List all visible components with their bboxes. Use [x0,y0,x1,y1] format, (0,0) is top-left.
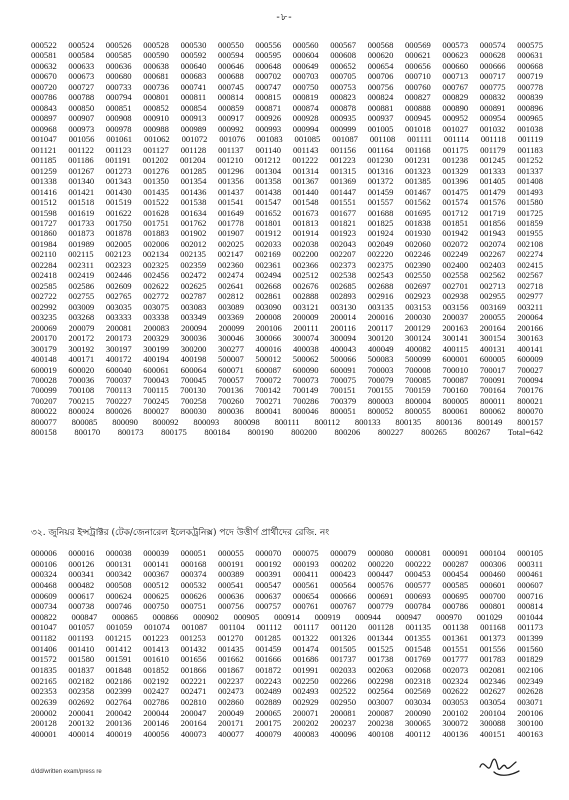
list1-row: 200170 200172 200173 200329 300036 300046 300066 300074 300094 300120 300124 300141 300154 300163 [31,333,543,344]
list1-row: 000968 000973 000978 000988 000989 000992 000993 000994 000999 001005 001018 001027 001032 001038 [31,123,543,134]
list1-row: 000632 000633 000636 000638 000640 000646 000648 000649 000652 000654 000656 000660 000666 000668 [31,60,543,71]
registration-list-2 [31,548,543,740]
list1-row: 001416 001421 001430 001435 001436 001437 001438 001440 001447 001459 001467 001475 001479 001493 [31,186,543,197]
list2-row: 400001 400014 400019 400056 400073 400077 400079 400083 400096 400108 400112 400136 400151 400163 [31,728,543,739]
list1-row: 001338 001340 001343 001350 001354 001356 001358 001367 001369 001372 001385 001396 001405 001408 [31,176,543,187]
list1-row: 002418 002419 002446 002456 002472 002474 002494 002512 002538 002543 002550 002558 002562 002567 [31,270,543,281]
list2-row: 001047 001057 001059 001074 001087 001104 001112 001117 001120 001128 001135 001138 001168 001173 [31,622,543,633]
list1-row: 000786 000788 000794 000801 000811 000814 000815 000819 000823 000824 000827 000829 000832 000839 [31,92,543,103]
list1-row: 002992 003009 003035 003075 003083 003089 003090 003121 003130 003135 003153 003156 003169 003211 [31,301,543,312]
list1-row: 800077 800085 800090 800092 800093 800098 800111 800112 800133 800135 800136 800149 800157 [31,416,543,427]
list2-row: 001406 001410 001412 001413 001432 001435 001459 001474 001505 001525 001548 001551 001556 001560 [31,643,543,654]
list2-row: 000734 000738 000746 000750 000751 000756 000757 000761 000767 000779 000784 000786 000801 000814 [31,601,543,612]
list1-row: 800158 800170 800173 800175 800184 800190 800200 800206 800227 800265 800267 Total=642 [31,427,543,438]
list1-row: 000670 000673 000680 000681 000683 000688 000702 000703 000705 000706 000710 000713 000717 000719 [31,71,543,82]
list2-row: 000822 000847 000865 000866 000902 000905 000914 000919 000944 000947 000970 001029 001044 [31,611,543,622]
list1-row: 002110 002115 002123 002134 002135 002147 002169 002200 002207 002220 002246 002249 002267 002274 [31,249,543,260]
list1-row: 700028 700036 700037 700043 700045 700057 700072 700073 700075 700079 700085 700087 700091 700094 [31,375,543,385]
section-heading: ৩২. জুনিয়র ইন্সট্রাক্টর (টেক/জেনারেল ইলেকট্রনিক্স) পদে উত্তীর্ণ প্রার্থীদের রেজি. নং [31,528,330,538]
list1-row: 003235 003268 003333 003338 003349 003369 200008 200009 200014 200016 200030 200037 200055 200064 [31,312,543,323]
list1-row: 001512 001518 001519 001522 001538 001541 001547 001548 001551 001557 001562 001574 001576 001580 [31,197,543,208]
list2-row: 001835 001837 001848 001852 001866 001867 001872 001991 002033 002063 002068 002073 002081 002106 [31,665,543,676]
list1-row: 000581 000584 000585 000590 000592 000594 000595 000604 000608 000620 000621 000623 000628 000631 [31,50,543,61]
list2-row: 000609 000617 000624 000625 000626 000636 000637 000654 000666 000691 000693 000695 000700 000716 [31,590,543,601]
list1-row: 001121 001122 001123 001127 001128 001137 001140 001143 001156 001164 001168 001175 001179 001183 [31,144,543,155]
list1-row: 002585 002586 002609 002622 002625 002641 002668 002676 002685 002688 002697 002701 002713 002718 [31,280,543,291]
page-number: -৮- [276,12,293,23]
list2-row: 002639 002692 002764 002786 002810 002860 002889 002929 002950 003007 003034 003053 003054 003071 [31,696,543,707]
list1-row: 800022 800024 800026 800027 800030 800036 800041 800046 800051 800052 800055 800061 800062 800070 [31,406,543,417]
list1-row: 400148 400171 400172 400194 400198 500007 500012 500062 500066 500083 500099 600001 600005 600009 [31,354,543,365]
footer-file-path: d/dd/written exam/press re [31,769,102,775]
list1-row: 200069 200079 200081 200083 200094 200099 200106 200111 200116 200117 200129 200163 200164 200166 [31,322,543,333]
list1-row: 001259 001267 001273 001276 001285 001296 001304 001314 001315 001316 001323 001329 001333 001337 [31,165,543,176]
list1-row: 300179 300192 300197 300199 300200 300277 400016 400038 400043 400049 400082 400115 400131 400141 [31,343,543,354]
list1-row: 002722 002755 002765 002772 002787 002812 002861 002888 002893 002916 002923 002938 002955 002977 [31,291,543,302]
list1-row: 000720 000727 000733 000736 000741 000745 000747 000750 000753 000756 000760 000767 000775 000778 [31,81,543,92]
list1-row: 700099 700108 700113 700115 700130 700136 700142 700149 700151 700155 700159 700160 700164 700176 [31,385,543,396]
list2-row: 002353 002358 002399 002427 002471 002473 002489 002493 002522 002564 002569 002622 002627 002628 [31,686,543,697]
list2-row: 000006 000016 000038 000039 000051 000055 000070 000075 000079 000080 000081 000091 000104 000105 [31,548,543,558]
list1-row: 001598 001619 001622 001628 001634 001649 001652 001673 001677 001688 001695 001712 001719 001725 [31,207,543,218]
list2-row: 000106 000126 000131 000141 000168 000191 000192 000193 000202 000220 000222 000287 000306 000311 [31,558,543,569]
list2-row: 200128 200132 200136 200146 200164 200171 200175 200202 200237 200238 300065 300072 300088 300100 [31,718,543,729]
list1-row: 700207 700215 700227 700245 700258 700260 700271 700286 700379 800003 800004 800005 800011 800021 [31,395,543,406]
list1-row: 000843 000850 000851 000852 000854 000859 000871 000874 000878 000881 000888 000890 000891 000896 [31,102,543,113]
list2-row: 000468 000482 000508 000512 000532 000541 000547 000561 000564 000576 000577 000585 000601 000607 [31,579,543,590]
list1-row: 001727 001733 001750 001751 001762 001778 001801 001813 001821 001825 001838 001851 001856 001859 [31,217,543,228]
list2-row: 200002 200041 200042 200044 200047 200049 200065 200071 200081 200087 200090 200102 200104 200106 [31,707,543,718]
list1-row: 001185 001186 001191 001202 001204 001210 001212 001222 001223 001230 001231 001238 001245 001252 [31,155,543,166]
list2-row: 000324 000341 000342 000367 000374 000389 000391 000411 000423 000447 000453 000454 000460 000461 [31,569,543,580]
list1-row: 002284 002311 002323 002325 002359 002360 002361 002366 002373 002375 002390 002400 002403 002415 [31,259,543,270]
list1-row: 001860 001873 001878 001883 001902 001907 001912 001914 001923 001924 001930 001942 001943 001955 [31,228,543,239]
list1-row: 600019 600020 600040 600061 600064 600071 600087 600090 600091 700003 700008 700010 700017 700027 [31,364,543,375]
signature-icon [478,753,522,785]
list2-row: 001182 001193 001215 001223 001253 001270 001285 001322 001326 001344 001355 001361 001373 001399 [31,633,543,644]
list1-row: 000522 000524 000526 000528 000530 000550 000556 000560 000567 000568 000569 000573 000574 000575 [31,40,543,50]
list1-row: 001984 001989 002005 002006 002012 002025 002033 002038 002043 002049 002060 002072 002074 002108 [31,238,543,249]
list1-row: 000897 000907 000908 000910 000913 000917 000926 000928 000935 000937 000945 000952 000954 000965 [31,113,543,124]
registration-list-1 [31,40,543,438]
list2-row: 001572 001580 001591 001610 001656 001662 001666 001686 001737 001738 001769 001777 001783 001829 [31,654,543,665]
list2-row: 002165 002182 002186 002192 002221 002237 002243 002250 002266 002298 002318 002324 002346 002349 [31,675,543,686]
list1-row: 001047 001056 001061 001062 001072 001076 001083 001085 001087 001108 001111 001114 001118 001119 [31,134,543,145]
